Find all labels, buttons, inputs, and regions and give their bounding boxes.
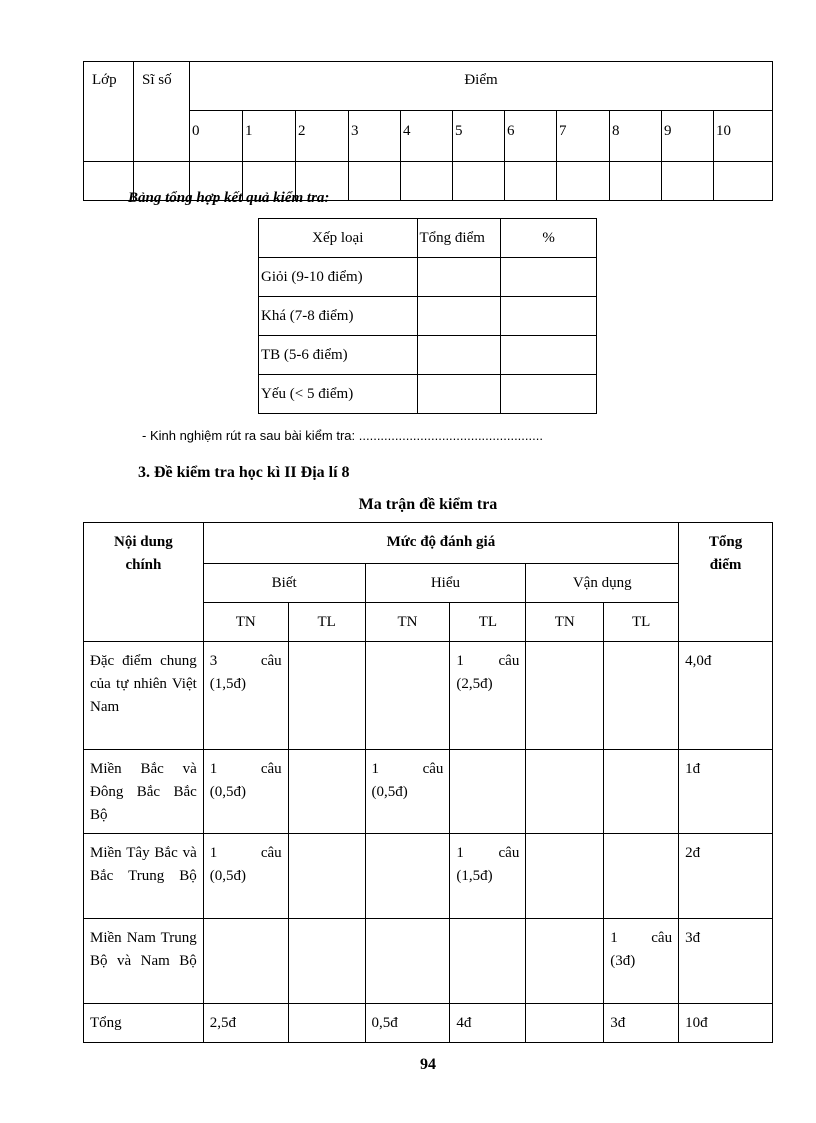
row-total: 3đ (679, 919, 773, 1004)
score-8: 8 (610, 111, 662, 162)
header-tl: TL (604, 603, 679, 642)
matrix-cell (365, 834, 450, 919)
matrix-row (84, 834, 773, 919)
sum-cell (526, 1004, 604, 1043)
question-count: 1 câu (209, 845, 282, 861)
matrix-row (84, 919, 773, 1004)
summary-row (259, 336, 597, 375)
header-rank: Xếp loại (259, 219, 418, 258)
percent-cell (501, 375, 597, 414)
row-total: 4,0đ (679, 642, 773, 750)
header-percent: % (501, 219, 597, 258)
header-tl: TL (288, 603, 365, 642)
matrix-cell (288, 750, 365, 834)
header-know: Biết (203, 564, 365, 603)
empty-cell (610, 162, 662, 201)
score-3: 3 (349, 111, 401, 162)
rank-label: TB (5-6 điểm) (259, 336, 418, 375)
sum-cell (288, 1004, 365, 1043)
rank-label: Yếu (< 5 điểm) (259, 375, 418, 414)
matrix-cell (526, 919, 604, 1004)
empty-cell (453, 162, 505, 201)
header-student-count: Sĩ số (134, 62, 190, 162)
score-10: 10 (714, 111, 773, 162)
summary-row (259, 375, 597, 414)
empty-cell (662, 162, 714, 201)
summary-row (259, 258, 597, 297)
question-points: (3đ) (610, 953, 636, 969)
row-total: 2đ (679, 834, 773, 919)
sum-cell: 2,5đ (203, 1004, 288, 1043)
matrix-cell (365, 919, 450, 1004)
header-total: Tổng điểm (417, 219, 501, 258)
header-tn: TN (365, 603, 450, 642)
matrix-row (84, 750, 773, 834)
score-5: 5 (453, 111, 505, 162)
matrix-cell (288, 642, 365, 750)
matrix-cell (526, 750, 604, 834)
header-total-score: Tổng điểm (679, 523, 773, 642)
score-4: 4 (401, 111, 453, 162)
matrix-cell (288, 834, 365, 919)
matrix-cell (203, 642, 288, 750)
experience-note: - Kinh nghiệm rút ra sau bài kiểm tra: ................................................... (142, 428, 543, 443)
total-cell (417, 336, 501, 375)
matrix-cell (604, 750, 679, 834)
percent-cell (501, 297, 597, 336)
matrix-cell (203, 919, 288, 1004)
section-title: 3. Đề kiểm tra học kì II Địa lí 8 (138, 464, 350, 481)
matrix-sum-row (84, 1004, 773, 1043)
header-score: Điểm (190, 62, 773, 111)
matrix-cell (526, 642, 604, 750)
empty-cell (557, 162, 610, 201)
score-0: 0 (190, 111, 243, 162)
matrix-cell (450, 642, 526, 750)
question-points: (2,5đ) (456, 676, 493, 692)
question-count: 1 câu (209, 761, 282, 777)
total-cell (417, 297, 501, 336)
question-points: (0,5đ) (209, 784, 247, 800)
score-6: 6 (505, 111, 557, 162)
matrix-cell (450, 834, 526, 919)
rank-label: Giỏi (9-10 điểm) (259, 258, 418, 297)
question-count: 1 câu (610, 930, 673, 946)
content-cell: Miền Nam Trung Bộ và Nam Bộ (84, 919, 204, 1004)
content-cell: Miền Tây Bắc và Bắc Trung Bộ (84, 834, 204, 919)
matrix-cell (365, 642, 450, 750)
score-distribution-table (83, 61, 773, 201)
header-apply: Vận dụng (526, 564, 679, 603)
question-count: 3 câu (209, 653, 282, 669)
empty-cell (714, 162, 773, 201)
question-points: (1,5đ) (456, 868, 493, 884)
header-tl: TL (450, 603, 526, 642)
row-total: 1đ (679, 750, 773, 834)
total-cell (417, 258, 501, 297)
header-content: Nội dung chính (84, 523, 204, 642)
header-assessment-level: Mức độ đánh giá (203, 523, 678, 564)
header-class: Lớp (84, 62, 134, 162)
content-cell: Miền Bắc và Đông Bắc Bắc Bộ (84, 750, 204, 834)
header-tn: TN (526, 603, 604, 642)
sum-cell: 4đ (450, 1004, 526, 1043)
matrix-cell (365, 750, 450, 834)
question-points: (1,5đ) (209, 676, 247, 692)
score-7: 7 (557, 111, 610, 162)
rank-label: Khá (7-8 điểm) (259, 297, 418, 336)
total-cell (417, 375, 501, 414)
question-points: (0,5đ) (209, 868, 247, 884)
matrix-cell (604, 642, 679, 750)
header-understand: Hiểu (365, 564, 526, 603)
matrix-cell (604, 834, 679, 919)
matrix-cell (450, 919, 526, 1004)
page-number: 94 (420, 1056, 436, 1073)
question-count: 1 câu (456, 845, 520, 861)
score-1: 1 (243, 111, 296, 162)
content-cell: Đặc điểm chung của tự nhiên Việt Nam (84, 642, 204, 750)
summary-table (258, 218, 597, 414)
question-points: (0,5đ) (371, 784, 408, 800)
matrix-cell (450, 750, 526, 834)
percent-cell (501, 258, 597, 297)
empty-cell (84, 162, 134, 201)
matrix-cell (288, 919, 365, 1004)
score-2: 2 (296, 111, 349, 162)
sum-label: Tổng (84, 1004, 204, 1043)
matrix-cell (203, 750, 288, 834)
sum-total: 10đ (679, 1004, 773, 1043)
sum-cell: 3đ (604, 1004, 679, 1043)
question-count: 1 câu (456, 653, 520, 669)
percent-cell (501, 336, 597, 375)
matrix-row (84, 642, 773, 750)
empty-cell (505, 162, 557, 201)
exam-matrix-table (83, 522, 773, 1043)
matrix-cell (203, 834, 288, 919)
question-count: 1 câu (371, 761, 444, 777)
summary-row (259, 297, 597, 336)
empty-cell (401, 162, 453, 201)
empty-cell (349, 162, 401, 201)
sum-cell: 0,5đ (365, 1004, 450, 1043)
matrix-cell (526, 834, 604, 919)
score-9: 9 (662, 111, 714, 162)
summary-caption: Bảng tổng hợp kết quả kiểm tra: (128, 190, 330, 206)
matrix-cell (604, 919, 679, 1004)
header-tn: TN (203, 603, 288, 642)
matrix-title: Ma trận đề kiểm tra (358, 496, 498, 513)
